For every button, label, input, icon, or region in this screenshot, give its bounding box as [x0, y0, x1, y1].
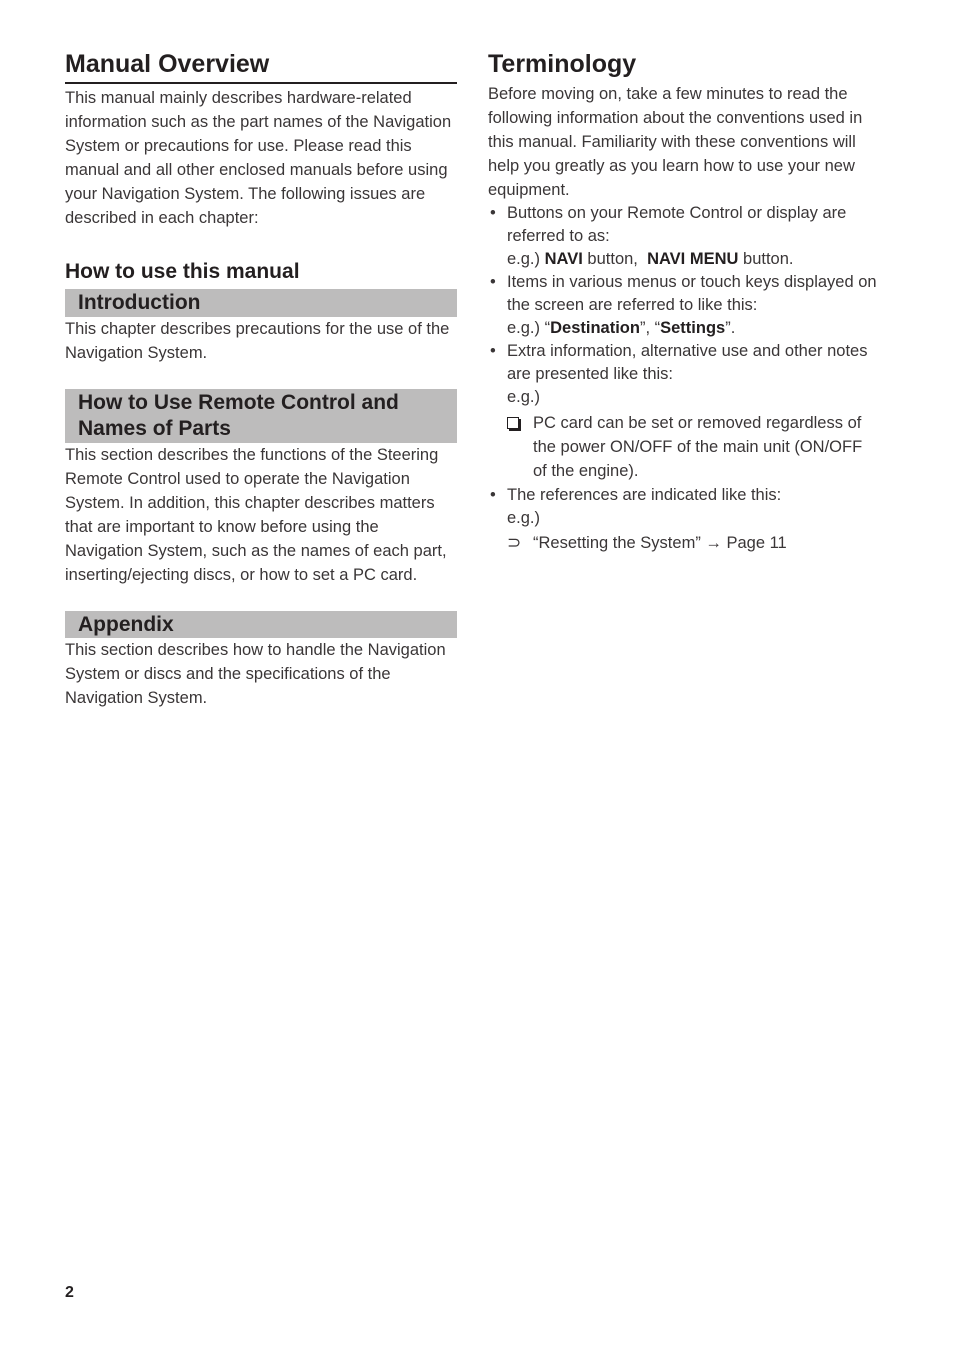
how-to-use-heading: How to use this manual — [65, 260, 300, 283]
right-column — [488, 48, 878, 555]
list-item: • Extra information, alternative use and other notes are presented like this: e.g.) PC card can be set or removed regardless of the power ON/OFF of the main unit (ON/OFF of the engine). — [488, 340, 878, 483]
terminology-title: Terminology — [488, 50, 637, 78]
section-heading-appendix: Appendix — [65, 611, 457, 639]
terminology-list — [488, 202, 878, 555]
section-body-appendix: This section describes how to handle the Navigation System or discs and the specifications of the Navigation System. — [65, 641, 446, 707]
reference-arrow-icon: ⊃ — [507, 533, 522, 552]
manual-overview-title: Manual Overview — [65, 48, 457, 84]
note-item: PC card can be set or removed regardless of the power ON/OFF of the main unit (ON/OFF of the engine). — [507, 411, 878, 483]
left-column — [65, 48, 457, 710]
section-introduction — [65, 289, 457, 365]
section-heading-remote-control: How to Use Remote Control and Names of Parts — [65, 389, 457, 443]
section-appendix — [65, 611, 457, 711]
reference-item: ⊃ “Resetting the System” → Page 11 — [507, 531, 878, 555]
example-touch-keys: e.g.) “Destination”, “Settings”. — [507, 319, 736, 337]
terminology-intro: Before moving on, take a few minutes to read the following information about the conventions used in this manual. Familiarity with these conventions will help you greatly as you learn how to use your new equipment. — [488, 85, 863, 199]
manual-overview-intro: This manual mainly describes hardware-related information such as the part names of the Navigation System or precautions for use. Please read this manual and all other enclosed manuals before using your Navigation System. The following issues are described in each chapter: — [65, 89, 452, 227]
page-number: 2 — [65, 1284, 74, 1301]
section-body-remote-control: This section describes the functions of the Steering Remote Control used to operate the Navigation System. In addition, this chapter describes matters that are important to know before using the Navigation System, such as the names of each part, inserting/ejecting discs, or how to set a PC card. — [65, 445, 447, 584]
note-box-icon — [507, 417, 519, 429]
section-heading-introduction: Introduction — [65, 289, 457, 317]
list-item: • Buttons on your Remote Control or display are referred to as: e.g.) NAVI button, NAVI MENU button. — [488, 202, 878, 271]
section-remote-control — [65, 389, 457, 587]
example-buttons: e.g.) NAVI button, NAVI MENU button. — [507, 250, 794, 268]
list-item: • The references are indicated like this: e.g.) ⊃ “Resetting the System” → Page 11 — [488, 484, 878, 555]
list-item: • Items in various menus or touch keys displayed on the screen are referred to like this: e.g.) “Destination”, “Settings”. — [488, 271, 878, 340]
section-body-introduction: This chapter describes precautions for the use of the Navigation System. — [65, 319, 450, 362]
